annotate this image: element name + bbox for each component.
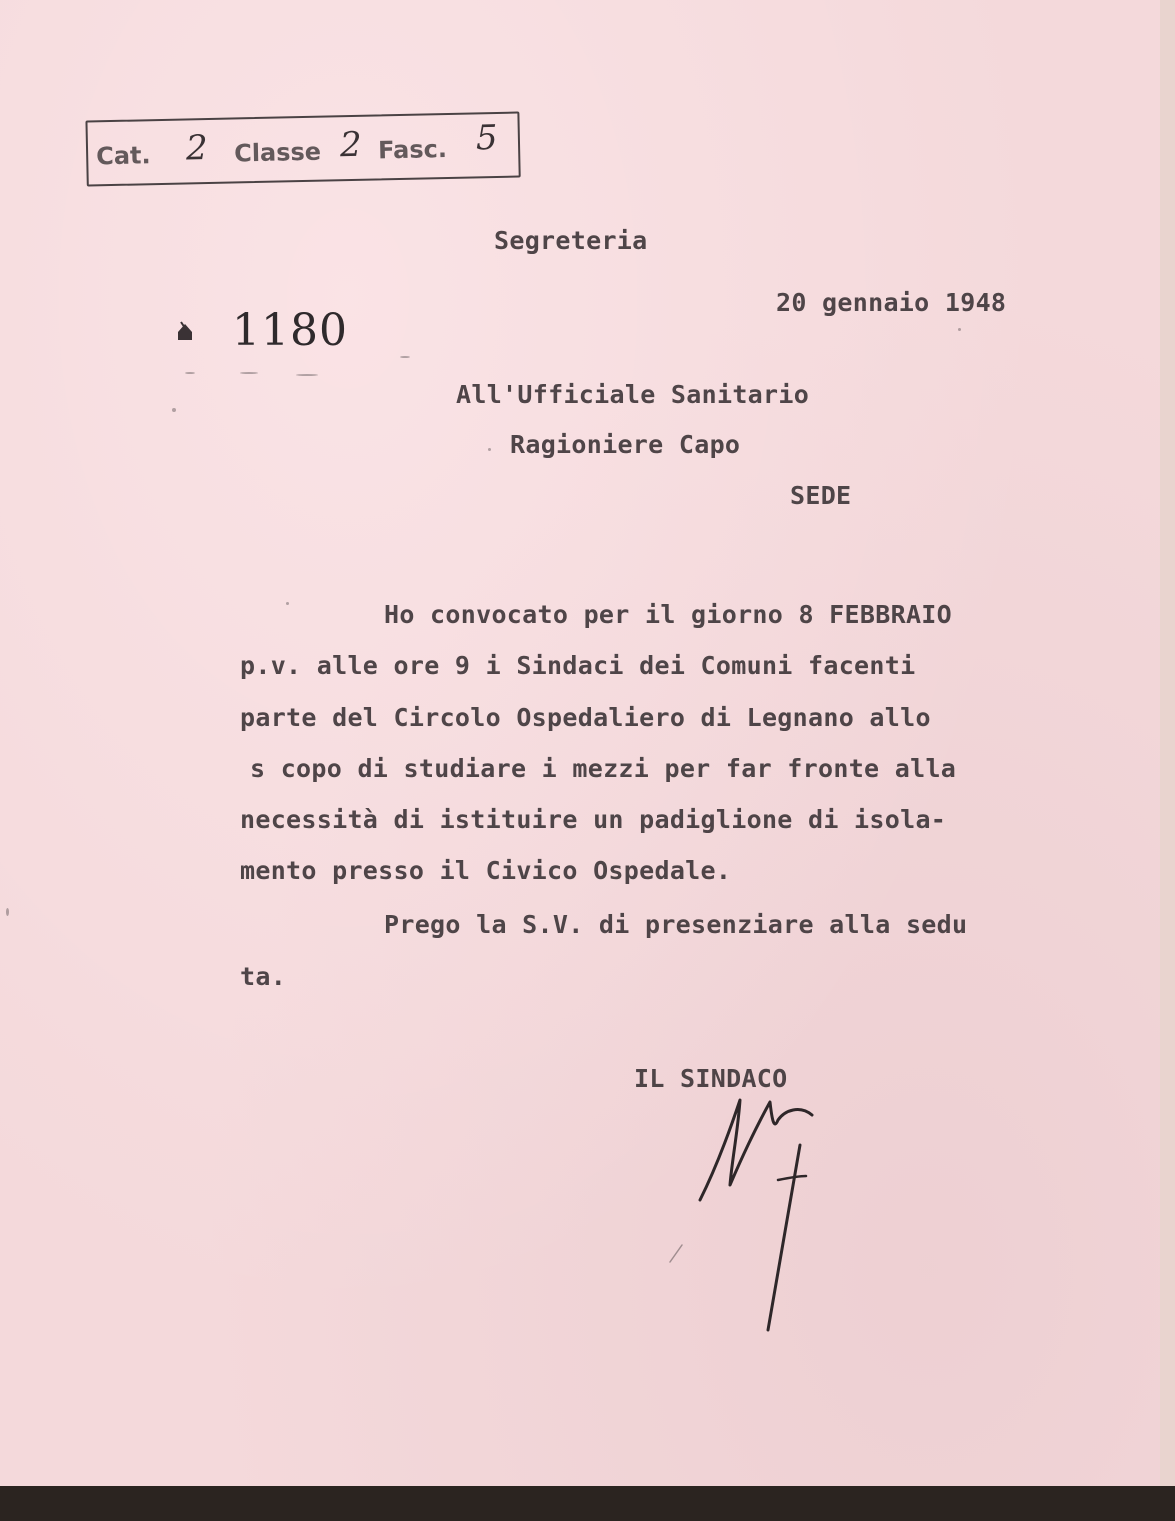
- closing-line-2: ta.: [240, 962, 287, 991]
- stamp-cat-value: 2: [185, 128, 209, 169]
- handwritten-signature: [660, 1090, 830, 1340]
- body-line-5: necessità di istituire un padiglione di isola-: [240, 805, 947, 834]
- ink-mark: [185, 372, 195, 374]
- body-line-4: s copo di studiare i mezzi per far fronte alla: [250, 754, 957, 783]
- paper-speck: [488, 448, 491, 451]
- stamp-fasc-value: 5: [475, 117, 498, 159]
- page-edge-bottom: [0, 1486, 1175, 1521]
- body-line-3: parte del Circolo Ospedaliero di Legnano allo: [240, 703, 931, 732]
- body-line-6: mento presso il Civico Ospedale.: [240, 856, 732, 885]
- page-edge-right: [1160, 0, 1175, 1521]
- stamp-classe-label: Classe: [233, 137, 322, 168]
- stamp-cat-label: Cat.: [95, 141, 151, 171]
- body-line-1: Ho convocato per il giorno 8 FEBBRAIO: [384, 600, 952, 629]
- ink-mark: [296, 374, 318, 376]
- office-name: Segreteria: [494, 226, 648, 255]
- protocol-number: 1180: [232, 305, 348, 356]
- recipient-line-1: All'Ufficiale Sanitario: [456, 380, 810, 409]
- recipient-line-2: Ragioniere Capo: [510, 430, 741, 459]
- ink-mark: [240, 372, 258, 374]
- paper-speck: [172, 408, 176, 412]
- classification-stamp: [85, 103, 521, 186]
- signatory-title: IL SINDACO: [634, 1064, 788, 1093]
- paper-speck: [286, 602, 289, 605]
- recipient-line-3: SEDE: [790, 481, 852, 510]
- ink-mark: [400, 356, 410, 358]
- body-line-2: p.v. alle ore 9 i Sindaci dei Comuni facenti: [240, 651, 916, 680]
- protocol-mark: [176, 320, 194, 342]
- stamp-fasc-label: Fasc.: [377, 135, 448, 165]
- closing-line-1: Prego la S.V. di presenziare alla sedu: [384, 910, 968, 939]
- paper-speck: [958, 328, 961, 331]
- paper-speck: [6, 908, 9, 916]
- stamp-classe-value: 2: [339, 124, 363, 166]
- letter-date: 20 gennaio 1948: [776, 288, 1007, 317]
